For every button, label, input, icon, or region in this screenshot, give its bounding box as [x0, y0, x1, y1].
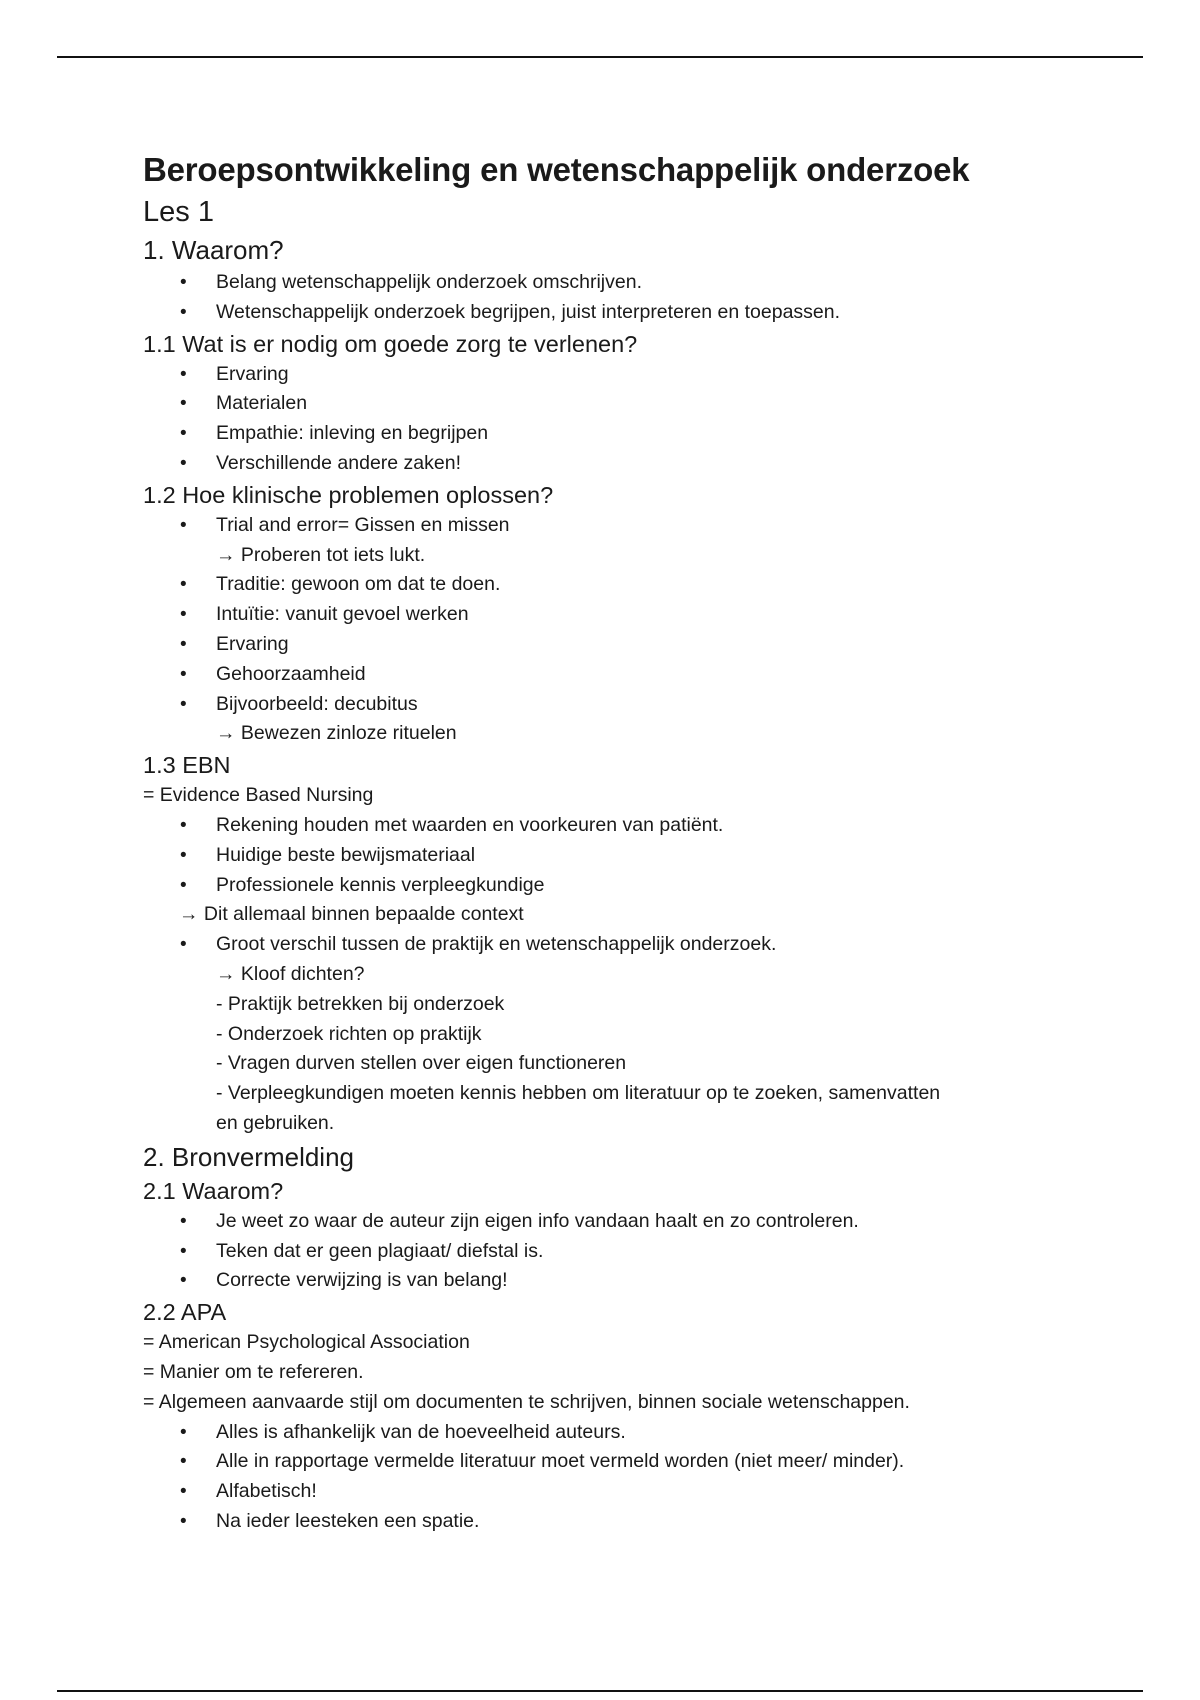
- section-heading: 1. Waarom?: [143, 235, 284, 265]
- bullet-item: • Alfabetisch!: [143, 1477, 1073, 1507]
- document-content: [143, 232, 1073, 1537]
- subsection-heading: 1.3 EBN: [143, 752, 231, 779]
- bullet-item: • Professionele kennis verpleegkundige: [143, 871, 1073, 901]
- bullet-item: • Ervaring: [143, 360, 1073, 390]
- bullet-item: • Trial and error= Gissen en missen: [143, 511, 1073, 541]
- bullet-item: • Teken dat er geen plagiaat/ diefstal is.: [143, 1237, 1073, 1267]
- continuation-line: - Praktijk betrekken bij onderzoek: [216, 992, 505, 1015]
- continuation-line: → Bewezen zinloze rituelen: [216, 722, 457, 745]
- bullet-item: • Empathie: inleving en begrijpen: [143, 419, 1073, 449]
- bullet-item: • Verschillende andere zaken!: [143, 449, 1073, 479]
- bullet-item: • Ervaring: [143, 630, 1073, 660]
- footer-rule: [57, 1690, 1143, 1692]
- bullet-item: • Gehoorzaamheid: [143, 660, 1073, 690]
- continuation-line: - Onderzoek richten op praktijk: [216, 1022, 482, 1045]
- bullet-item: • Na ieder leesteken een spatie.: [143, 1507, 1073, 1537]
- bullet-item: • Rekening houden met waarden en voorkeuren van patiënt.: [143, 811, 1073, 841]
- bullet-item: • Bijvoorbeeld: decubitus: [143, 690, 1073, 720]
- subsection-heading: 1.1 Wat is er nodig om goede zorg te verlenen?: [143, 330, 638, 357]
- bullet-item: • Alles is afhankelijk van de hoeveelheid auteurs.: [143, 1418, 1073, 1448]
- bullet-item: • Groot verschil tussen de praktijk en wetenschappelijk onderzoek.: [143, 930, 1073, 960]
- continuation-line: - Vragen durven stellen over eigen functioneren: [216, 1052, 627, 1075]
- document-title: Beroepsontwikkeling en wetenschappelijk onderzoek: [143, 151, 970, 188]
- definition-line: = Evidence Based Nursing: [143, 784, 374, 807]
- bullet-item: • Je weet zo waar de auteur zijn eigen info vandaan haalt en zo controleren.: [143, 1207, 1073, 1237]
- bullet-item: • Alle in rapportage vermelde literatuur moet vermeld worden (niet meer/ minder).: [143, 1447, 1073, 1477]
- section-heading: 2. Bronvermelding: [143, 1141, 354, 1172]
- header-rule: [57, 56, 1143, 58]
- bullet-item: • Huidige beste bewijsmateriaal: [143, 841, 1073, 871]
- definition-line: = American Psychological Association: [143, 1331, 470, 1354]
- bullet-item: • Correcte verwijzing is van belang!: [143, 1266, 1073, 1296]
- continuation-line: - Verpleegkundigen moeten kennis hebben om literatuur op te zoeken, samenvatten: [216, 1082, 941, 1105]
- bullet-item: • Traditie: gewoon om dat te doen.: [143, 570, 1073, 600]
- subsection-heading: 2.2 APA: [143, 1299, 227, 1326]
- bullet-item: • Intuïtie: vanuit gevoel werken: [143, 600, 1073, 630]
- definition-line: = Algemeen aanvaarde stijl om documenten te schrijven, binnen sociale wetenschappen.: [143, 1390, 910, 1413]
- subsection-heading: 2.1 Waarom?: [143, 1177, 284, 1204]
- continuation-line: → Kloof dichten?: [216, 962, 365, 985]
- document-body: [143, 148, 1073, 1537]
- bullet-item: • Wetenschappelijk onderzoek begrijpen, juist interpreteren en toepassen.: [143, 298, 1073, 328]
- bullet-item: • Materialen: [143, 389, 1073, 419]
- definition-line: = Manier om te refereren.: [143, 1360, 364, 1383]
- continuation-line: → Proberen tot iets lukt.: [216, 543, 426, 566]
- arrow-note: → Dit allemaal binnen bepaalde context: [179, 903, 524, 926]
- bullet-item: • Belang wetenschappelijk onderzoek omschrijven.: [143, 268, 1073, 298]
- continuation-line: en gebruiken.: [216, 1111, 335, 1134]
- subsection-heading: 1.2 Hoe klinische problemen oplossen?: [143, 481, 554, 508]
- lesson-heading: Les 1: [143, 196, 214, 228]
